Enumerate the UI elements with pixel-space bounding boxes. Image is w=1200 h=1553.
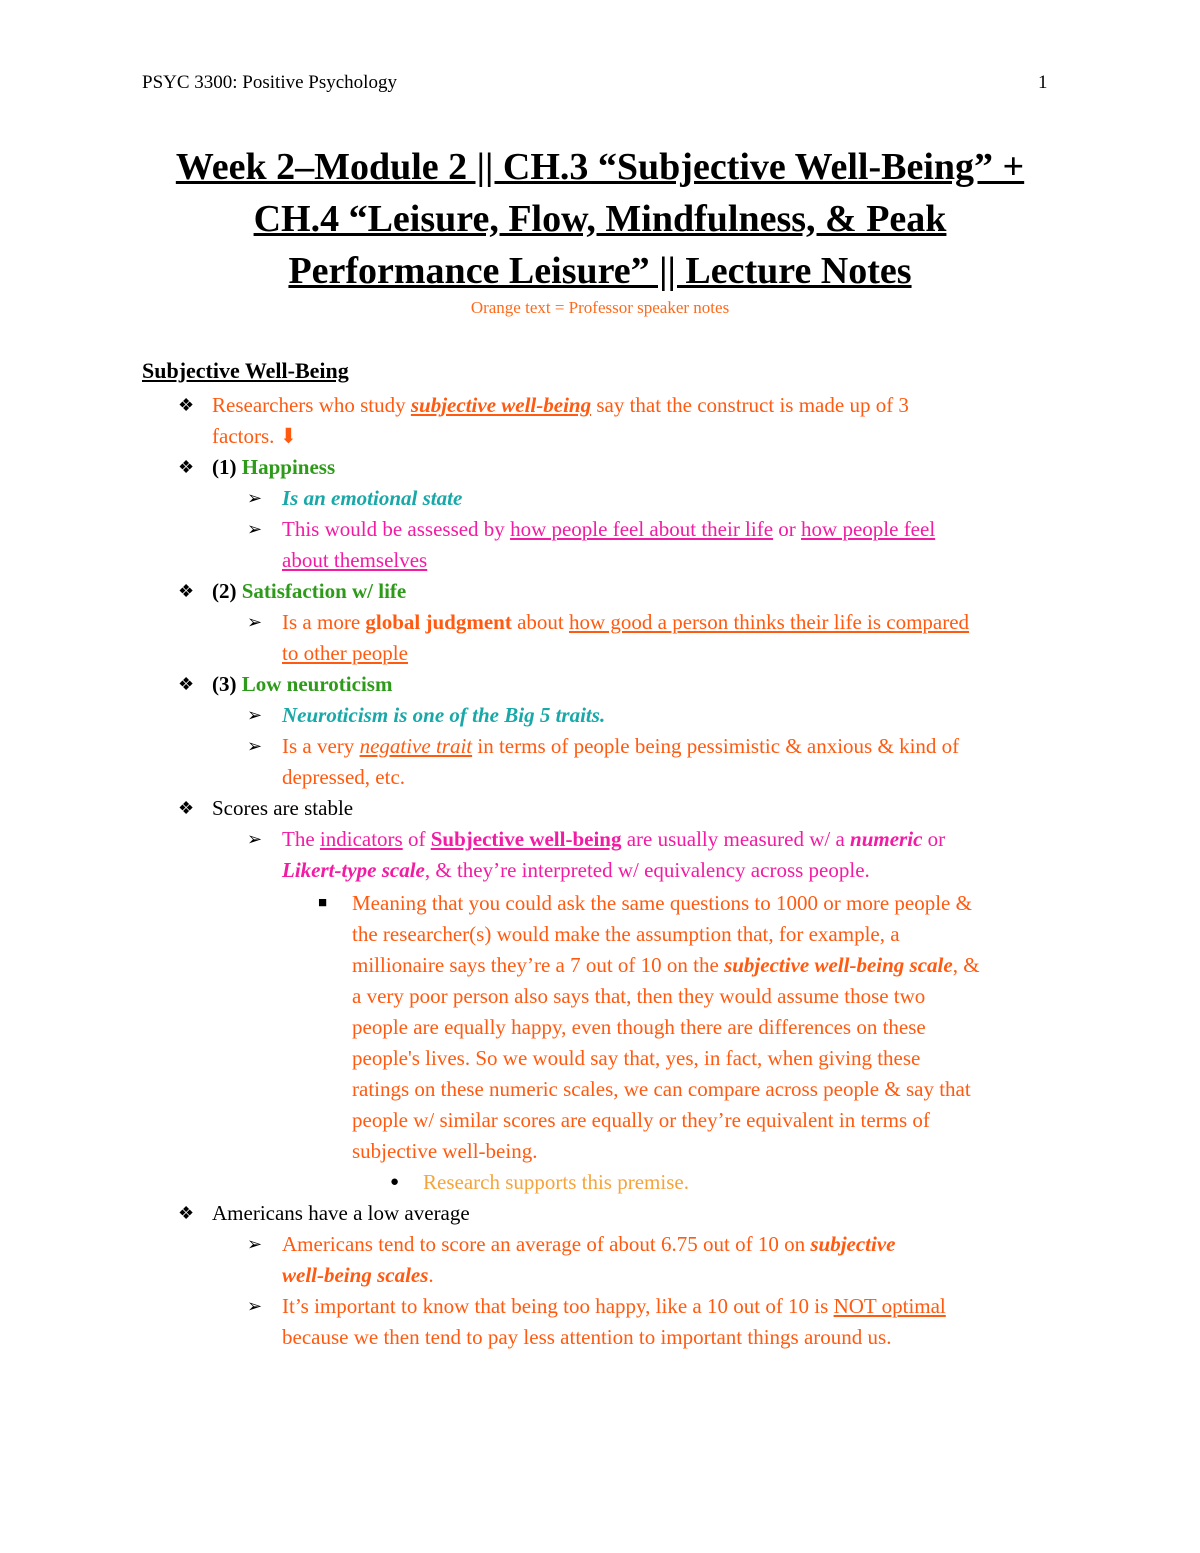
page-header-course: PSYC 3300: Positive Psychology: [142, 72, 397, 93]
text: are usually measured w/ a: [621, 827, 851, 851]
bullet-scores-stable: Scores are stable: [212, 796, 354, 820]
label: Low neuroticism: [241, 672, 393, 696]
text: millionaire says they’re a 7 out of 10 on the: [352, 953, 725, 977]
text: or: [922, 827, 946, 851]
arrowhead-bullet-icon: ➢: [247, 829, 263, 849]
text: or: [773, 517, 802, 541]
text: This would be assessed by: [282, 517, 511, 541]
text: about: [511, 610, 569, 634]
keyword: well-being scales: [282, 1263, 429, 1287]
text: depressed, etc.: [282, 765, 406, 789]
sub-sub-sub-bullet-research: Research supports this premise.: [423, 1170, 689, 1194]
text: how good a person thinks their life is compared: [568, 610, 970, 634]
sub-sub-bullet-meaning: [352, 888, 1072, 1167]
sub-bullet-emotional-state: Is an emotional state: [282, 486, 463, 510]
document-title: [120, 141, 1080, 297]
title-line-1: Week 2–Module 2 || CH.3 “Subjective Well-Being” +: [175, 146, 1025, 188]
keyword: Likert-type scale: [282, 858, 425, 882]
text: Researchers who study: [212, 393, 411, 417]
keyword: global judgment: [365, 610, 512, 634]
arrowhead-bullet-icon: ➢: [247, 1296, 263, 1316]
text: ratings on these numeric scales, we can compare across people & say that: [352, 1077, 971, 1101]
text: Americans tend to score an average of about 6.75 out of 10 on: [282, 1232, 811, 1256]
number: (2): [212, 579, 242, 603]
text: subjective well-being.: [352, 1139, 538, 1163]
text: a very poor person also says that, then they would assume those two: [352, 984, 926, 1008]
sub-bullet-big-5: Neuroticism is one of the Big 5 traits.: [282, 703, 606, 727]
sub-bullet-negative-trait: [282, 731, 1072, 793]
keyword: subjective well-being scale: [724, 953, 953, 977]
sub-bullet-assessed: [282, 514, 1072, 576]
text: people are equally happy, even though there are differences on these: [352, 1015, 926, 1039]
section-heading: Subjective Well-Being: [142, 358, 349, 383]
text: Meaning that you could ask the same questions to 1000 or more people &: [352, 891, 972, 915]
label: Happiness: [241, 455, 336, 479]
arrowhead-bullet-icon: ➢: [247, 705, 263, 725]
keyword: subjective: [810, 1232, 896, 1256]
keyword: negative trait: [359, 734, 473, 758]
page-number: 1: [1038, 72, 1048, 93]
text: indicators: [319, 827, 403, 851]
text: how people feel: [801, 517, 936, 541]
text: Is a more: [282, 610, 366, 634]
text: , &: [952, 953, 980, 977]
arrowhead-bullet-icon: ➢: [247, 488, 263, 508]
arrow-down-icon: ⬇: [279, 424, 298, 448]
text: how people feel about their life: [510, 517, 774, 541]
text: because we then tend to pay less attention to important things around us.: [282, 1325, 892, 1349]
arrowhead-bullet-icon: ➢: [247, 736, 263, 756]
diamond-bullet-icon: ❖: [178, 581, 195, 601]
arrowhead-bullet-icon: ➢: [247, 1234, 263, 1254]
text: .: [428, 1263, 434, 1287]
text: the researcher(s) would make the assumption that, for example, a: [352, 922, 900, 946]
text: to other people: [282, 641, 408, 665]
text: The: [282, 827, 320, 851]
text: of: [402, 827, 431, 851]
bullet-low-neuroticism: [212, 669, 1072, 700]
number: (3): [212, 672, 242, 696]
diamond-bullet-icon: ❖: [178, 1203, 195, 1223]
text: about themselves: [282, 548, 428, 572]
sub-bullet-indicators: [282, 824, 1072, 886]
dot-bullet-icon: ●: [390, 1174, 400, 1190]
diamond-bullet-icon: ❖: [178, 395, 195, 415]
square-bullet-icon: ■: [318, 895, 328, 911]
diamond-bullet-icon: ❖: [178, 798, 195, 818]
number: (1): [212, 455, 242, 479]
text: people's lives. So we would say that, yes, in fact, when giving these: [352, 1046, 921, 1070]
keyword: numeric: [850, 827, 923, 851]
keyword: NOT optimal: [833, 1294, 946, 1318]
bullet-researchers: [212, 390, 1072, 452]
arrowhead-bullet-icon: ➢: [247, 612, 263, 632]
text: say that the construct is made up of 3: [591, 393, 909, 417]
text: people w/ similar scores are equally or they’re equivalent in terms of: [352, 1108, 930, 1132]
sub-bullet-americans-score: [282, 1229, 1072, 1291]
text: in terms of people being pessimistic & anxious & kind of: [472, 734, 960, 758]
arrowhead-bullet-icon: ➢: [247, 519, 263, 539]
diamond-bullet-icon: ❖: [178, 674, 195, 694]
speaker-note-legend: Orange text = Professor speaker notes: [470, 298, 730, 317]
title-line-3: Performance Leisure” || Lecture Notes: [288, 250, 912, 292]
text: It’s important to know that being too happy, like a 10 out of 10 is: [282, 1294, 834, 1318]
sub-bullet-global-judgment: [282, 607, 1072, 669]
text: Is a very: [282, 734, 360, 758]
bullet-happiness: [212, 452, 1072, 483]
keyword: Subjective well-being: [430, 827, 622, 851]
text: factors.: [212, 424, 280, 448]
sub-bullet-too-happy: [282, 1291, 1072, 1353]
title-line-2: CH.4 “Leisure, Flow, Mindfulness, & Peak: [253, 198, 947, 240]
text: , & they’re interpreted w/ equivalency across people.: [424, 858, 870, 882]
bullet-satisfaction: [212, 576, 1072, 607]
bullet-americans-average: Americans have a low average: [212, 1201, 470, 1225]
keyword: subjective well-being: [410, 393, 592, 417]
label: Satisfaction w/ life: [241, 579, 407, 603]
diamond-bullet-icon: ❖: [178, 457, 195, 477]
